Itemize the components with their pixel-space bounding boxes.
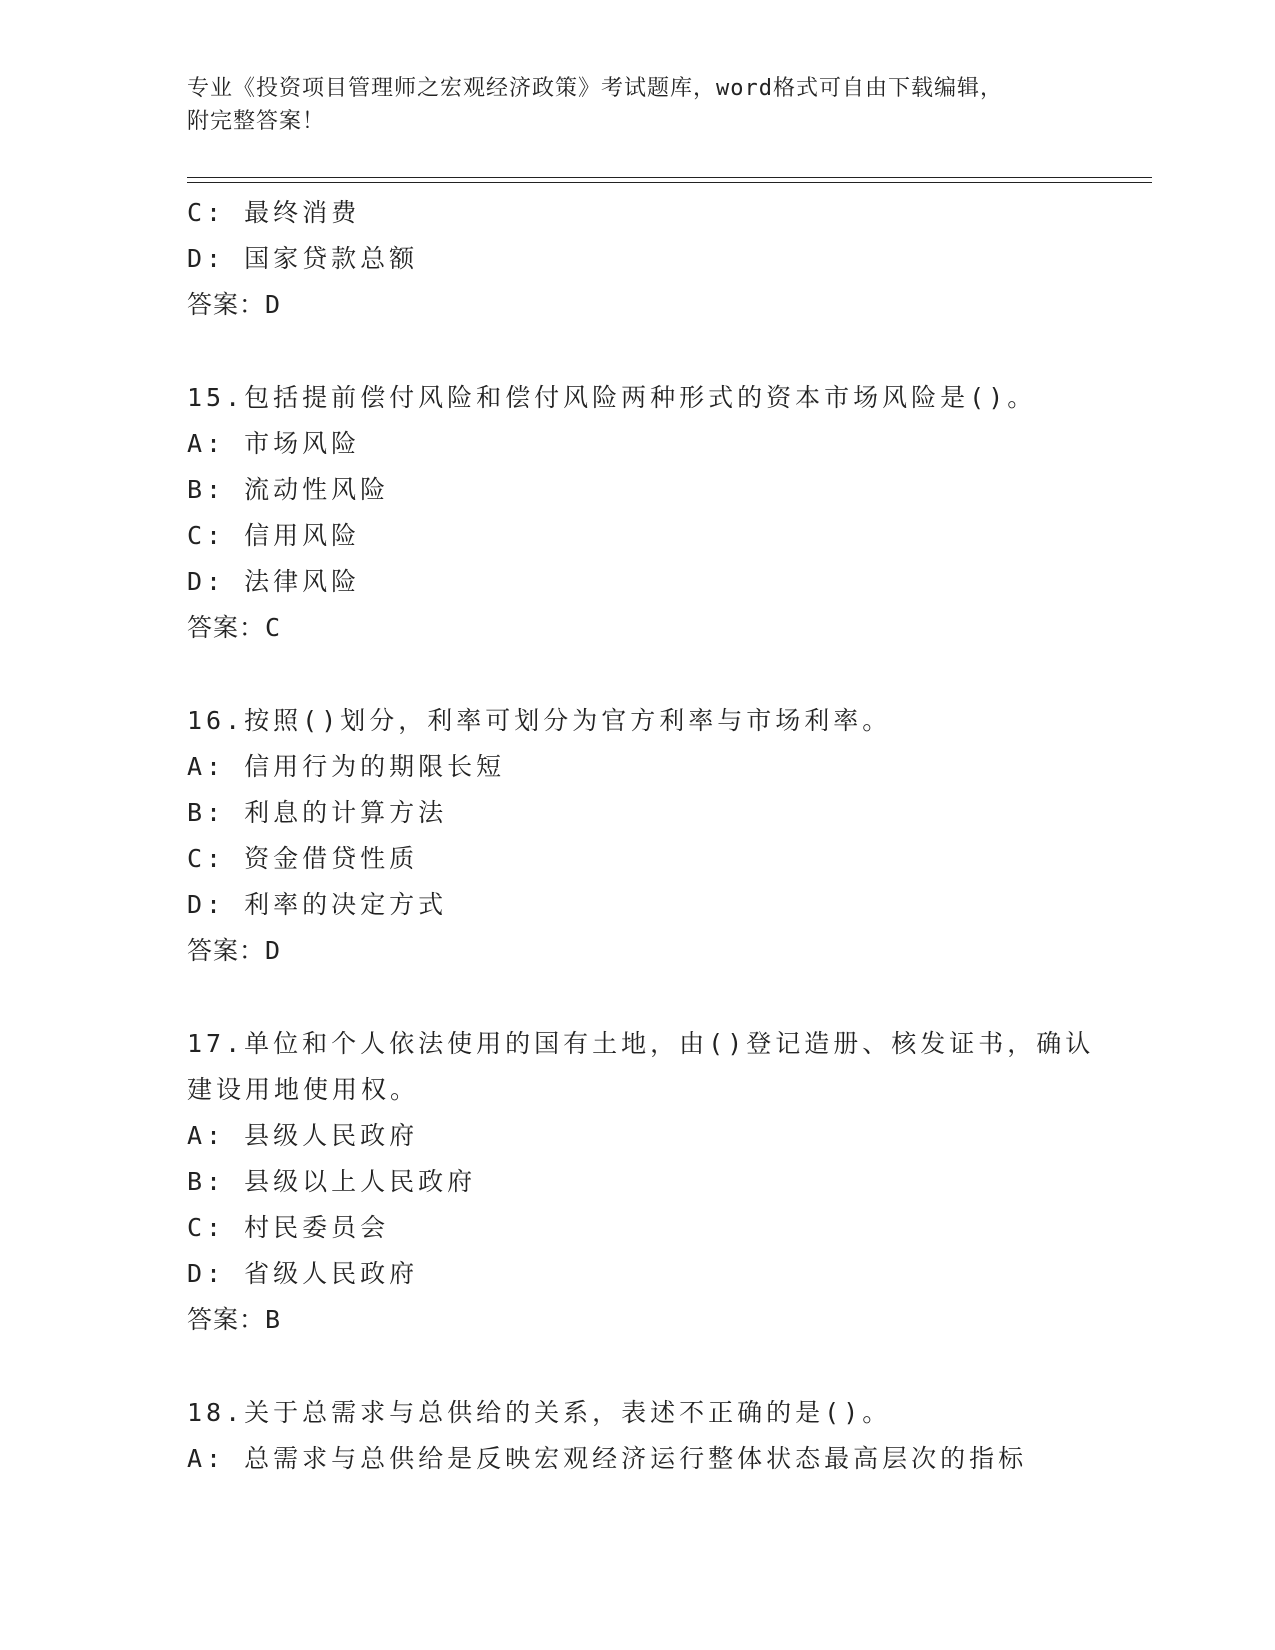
question-18	[187, 1390, 1152, 1482]
option-b: B: 县级以上人民政府	[187, 1167, 477, 1196]
question-17	[187, 1021, 1152, 1343]
answer-line: 答案：B	[187, 1305, 282, 1334]
answer-line: 答案：D	[187, 290, 282, 319]
option-c: C: 信用风险	[187, 521, 361, 550]
answer-line: 答案：C	[187, 613, 282, 642]
option-d: D: 利率的决定方式	[187, 890, 448, 919]
question-text: 18.关于总需求与总供给的关系，表述不正确的是()。	[187, 1398, 892, 1427]
question-list	[187, 190, 1152, 1482]
option-d: D: 法律风险	[187, 567, 361, 596]
header-line-1: 专业《投资项目管理师之宏观经济政策》考试题库，word格式可自由下载编辑，	[187, 76, 1003, 101]
option-a: A: 市场风险	[187, 429, 361, 458]
question-text: 15.包括提前偿付风险和偿付风险两种形式的资本市场风险是()。	[187, 383, 1037, 412]
question-text-line-1: 17.单位和个人依法使用的国有土地，由()登记造册、核发证书，确认	[187, 1029, 1095, 1058]
question-text-line-2: 建设用地使用权。	[187, 1075, 420, 1104]
option-c: C: 最终消费	[187, 198, 361, 227]
question-15	[187, 375, 1152, 651]
option-d: D: 国家贷款总额	[187, 244, 419, 273]
document-header	[187, 72, 1087, 138]
header-divider-top	[187, 177, 1152, 178]
option-c: C: 资金借贷性质	[187, 844, 419, 873]
question-text: 16.按照()划分，利率可划分为官方利率与市场利率。	[187, 706, 892, 735]
option-c: C: 村民委员会	[187, 1213, 390, 1242]
option-a: A: 县级人民政府	[187, 1121, 419, 1150]
option-b: B: 流动性风险	[187, 475, 390, 504]
answer-line: 答案：D	[187, 936, 282, 965]
option-b: B: 利息的计算方法	[187, 798, 448, 827]
header-divider-bottom	[187, 182, 1152, 183]
option-a: A: 总需求与总供给是反映宏观经济运行整体状态最高层次的指标	[187, 1444, 1028, 1473]
option-d: D: 省级人民政府	[187, 1259, 419, 1288]
header-line-2: 附完整答案！	[187, 109, 326, 134]
option-a: A: 信用行为的期限长短	[187, 752, 506, 781]
question-14-partial	[187, 190, 1152, 328]
question-16	[187, 698, 1152, 974]
